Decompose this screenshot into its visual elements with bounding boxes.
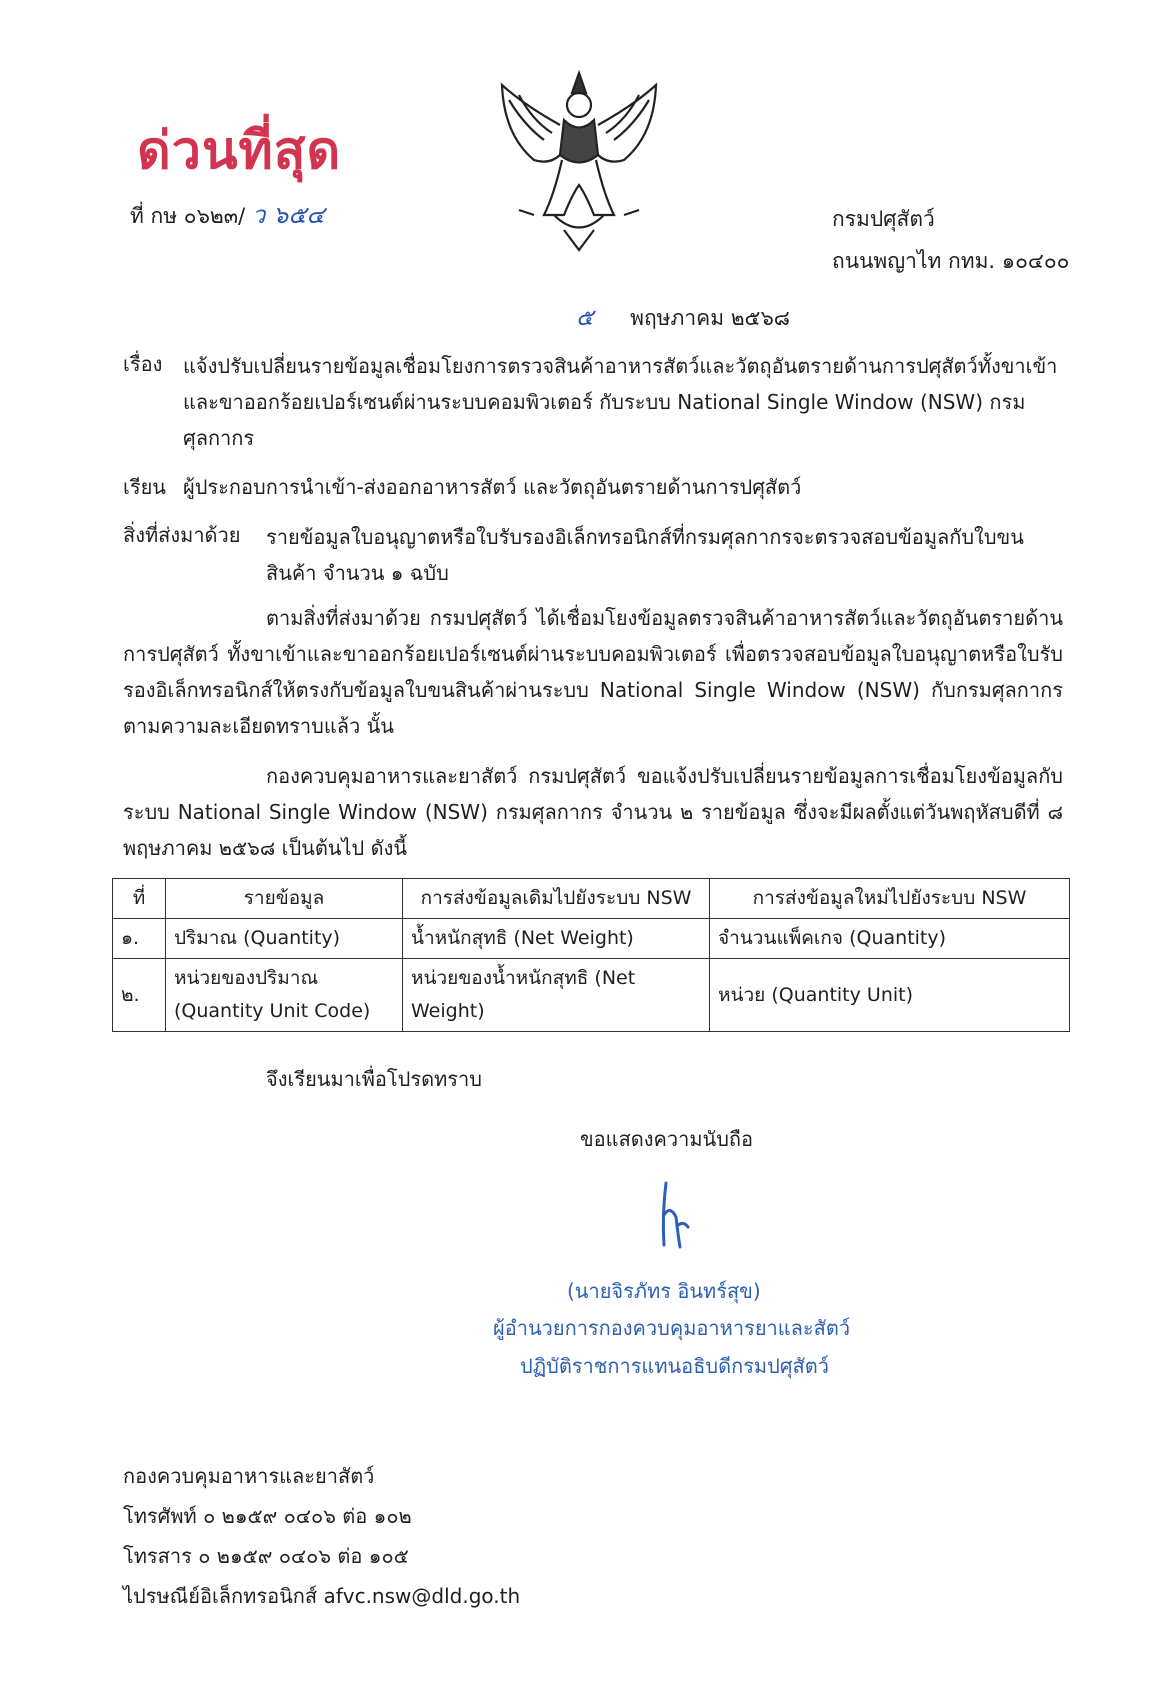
document-date [576, 300, 790, 336]
agency-address: ถนนพญาไท กทม. ๑๐๔๐๐ [832, 249, 1070, 273]
table-cell: ๒. [113, 959, 166, 1032]
table-header-cell: การส่งข้อมูลเดิมไปยังระบบ NSW [403, 879, 710, 919]
signer-name: (นายจิรภัทร อินทร์สุข) [567, 1279, 761, 1303]
table-cell: จำนวนแพ็คเกจ (Quantity) [710, 919, 1070, 959]
enclosure-text: รายข้อมูลใบอนุญาตหรือใบรับรองอิเล็กทรอนิกส์ที่กรมศุลกากรจะตรวจสอบข้อมูลกับใบขนสินค้า จำนวน ๑ ฉบับ [266, 525, 1024, 585]
date-day-handwritten: ๕ [576, 305, 594, 331]
table-cell: หน่วยของปริมาณ (Quantity Unit Code) [166, 959, 403, 1032]
table-row [113, 919, 1070, 959]
data-change-table [112, 878, 1070, 1032]
table-cell: น้ำหนักสุทธิ (Net Weight) [403, 919, 710, 959]
subject-label: เรื่อง [123, 352, 163, 376]
enclosure-label: สิ่งที่ส่งมาด้วย [123, 523, 241, 547]
body-paragraph-2: กองควบคุมอาหารและยาสัตว์ กรมปศุสัตว์ ขอแจ้งปรับเปลี่ยนรายข้อมูลการเชื่อมโยงข้อมูลกับระบบ National Single Window (NSW) กรมศุลกากร จำนวน ๒ รายข้อมูล ซึ่งจะมีผลตั้งแต่วันพฤหัสบดีที่ ๘ พฤษภาคม ๒๕๖๘ เป็นต้นไป ดังนี้ [123, 764, 1063, 860]
footer-division: กองควบคุมอาหารและยาสัตว์ [123, 1464, 375, 1488]
table-header-row [113, 879, 1070, 919]
document-number-prefix: ที่ กษ ๐๖๒๓/ [130, 204, 246, 228]
table-cell: หน่วย (Quantity Unit) [710, 959, 1070, 1032]
recipient-text: ผู้ประกอบการนำเข้า-ส่งออกอาหารสัตว์ และวัตถุอันตรายด้านการปศุสัตว์ [183, 475, 802, 499]
document-number [130, 195, 325, 234]
agency-name: กรมปศุสัตว์ [832, 207, 935, 231]
body-paragraph-1: ตามสิ่งที่ส่งมาด้วย กรมปศุสัตว์ ได้เชื่อมโยงข้อมูลตรวจสินค้าอาหารสัตว์และวัตถุอันตรายด้านการปศุสัตว์ ทั้งขาเข้าและขาออกร้อยเปอร์เซนต์ผ่านระบบคอมพิวเตอร์ เพื่อตรวจสอบข้อมูลใบอนุญาตหรือใบรับรองอิเล็กทรอนิกส์ให้ตรงกับข้อมูลใบขนสินค้าผ่านระบบ National Single Window (NSW) กับกรมศุลกากร ตามความละเอียดทราบแล้ว นั้น [123, 606, 1063, 738]
table-header-cell: ที่ [113, 879, 166, 919]
signer-position: ผู้อำนวยการกองควบคุมอาหารยาและสัตว์ [493, 1316, 851, 1340]
document-number-handwritten: ว ๖๕๔ [251, 201, 325, 229]
closing-salutation: ขอแสดงความนับถือ [580, 1127, 754, 1151]
footer-email: ไปรษณีย์อิเล็กทรอนิกส์ afvc.nsw@dld.go.th [123, 1584, 521, 1608]
table-row [113, 959, 1070, 1032]
handwritten-signature-icon [648, 1175, 698, 1250]
footer-phone: โทรศัพท์ ๐ ๒๑๕๙ ๐๔๐๖ ต่อ ๑๐๒ [123, 1504, 412, 1528]
recipient-label: เรียน [123, 475, 166, 499]
date-month-year: พฤษภาคม ๒๕๖๘ [630, 306, 790, 330]
footer-fax: โทรสาร ๐ ๒๑๕๙ ๐๔๐๖ ต่อ ๑๐๕ [123, 1544, 409, 1568]
garuda-emblem-icon [494, 65, 664, 255]
table-header-cell: การส่งข้อมูลใหม่ไปยังระบบ NSW [710, 879, 1070, 919]
table-cell: หน่วยของน้ำหนักสุทธิ (Net Weight) [403, 959, 710, 1032]
subject-text: แจ้งปรับเปลี่ยนรายข้อมูลเชื่อมโยงการตรวจสินค้าอาหารสัตว์และวัตถุอันตรายด้านการปศุสัตว์ทั้งขาเข้า และขาออกร้อยเปอร์เซนต์ผ่านระบบคอมพิวเตอร์ กับระบบ National Single Window (NSW) กรมศุลกากร [183, 354, 1058, 450]
table-header-cell: รายข้อมูล [166, 879, 403, 919]
urgency-stamp: ด่วนที่สุด [137, 120, 342, 181]
table-cell: ปริมาณ (Quantity) [166, 919, 403, 959]
signer-acting-position: ปฏิบัติราชการแทนอธิบดีกรมปศุสัตว์ [520, 1354, 829, 1378]
closing-line: จึงเรียนมาเพื่อโปรดทราบ [266, 1067, 482, 1091]
table-cell: ๑. [113, 919, 166, 959]
